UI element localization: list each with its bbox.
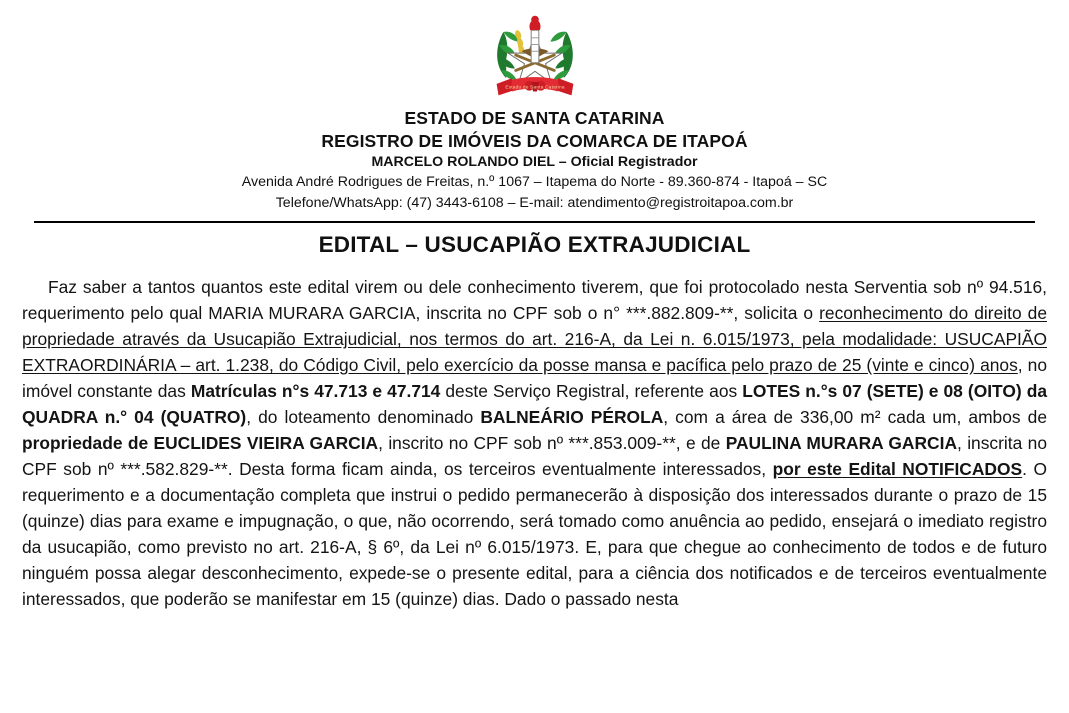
santa-catarina-coat-of-arms-icon bbox=[487, 9, 583, 105]
body-seg-property-intro: , no imóvel constante das bbox=[22, 355, 1047, 402]
page-title: EDITAL – USUCAPIÃO EXTRAJUDICIAL bbox=[318, 232, 751, 258]
edital-body bbox=[22, 274, 1047, 612]
body-seg-closing: . O requerimento e a documentação completa que instrui o pedido permanecerão à disposição dos interessados durante o prazo de 15 (quinze) dias para exame e impugnação, o que, não ocorrendo, será tomado como anuência ao pedido, ensejará o imediato registro da usucapião, como previsto no art. 216-A, § 6º, da Lei nº 6.015/1973. E, para que chegue ao conhecimento de todos e de futuro ninguém possa alegar desconhecimento, expede-se o presente edital, para a ciência dos notificados e de terceiros eventualmente interessados, que poderão se manifestar em 15 (quinze) dias. Dado o passado nesta bbox=[22, 459, 1047, 610]
body-seg-matriculas: Matrículas n°s 47.713 e 47.714 bbox=[190, 381, 441, 402]
body-seg-lotes: LOTES n.°s 07 (SETE) e 08 (OITO) da QUADRA n.° 04 (QUATRO) bbox=[22, 381, 1048, 428]
letterhead-address: Avenida André Rodrigues de Freitas, n.º 1067 – Itapema do Norte - 89.360-874 - Itapoá – SC bbox=[241, 174, 828, 191]
body-seg-legal-basis: reconhecimento do direito de propriedade através da Usucapião Extrajudicial, nos termos do art. 216-A, da Lei n. 6.015/1973, pela modalidade: USUCAPIÃO EXTRAORDINÁRIA – art. 1.238, do Código Civil, pelo exercício da posse mansa e pacífica pelo prazo de 25 (vinte e cinco) anos bbox=[22, 303, 1047, 376]
letterhead bbox=[22, 107, 1047, 212]
body-seg-owner-1: propriedade de EUCLIDES VIEIRA GARCIA bbox=[22, 433, 379, 454]
letterhead-registry: REGISTRO DE IMÓVEIS DA COMARCA DE ITAPOÁ bbox=[321, 130, 748, 151]
body-seg-cpf-2: , inscrita no CPF sob nº ***.582.829-**. Desta forma ficam ainda, os terceiros eventualmente interessados, bbox=[22, 433, 1047, 480]
body-seg-owner-2: PAULINA MURARA GARCIA bbox=[725, 433, 957, 454]
letterhead-officer: MARCELO ROLANDO DIEL – Oficial Registrador bbox=[371, 154, 698, 171]
body-seg-registry: deste Serviço Registral, referente aos bbox=[440, 381, 743, 402]
body-seg-loteamento-intro: , do loteamento denominado bbox=[246, 407, 481, 428]
svg-text:Estado de Santa Catarina: Estado de Santa Catarina bbox=[504, 85, 565, 91]
body-seg-cpf-1: , inscrito no CPF sob nº ***.853.009-**, e de bbox=[378, 433, 726, 454]
body-seg-area: , com a área de 336,00 m² cada um, ambos de bbox=[663, 407, 1047, 428]
letterhead-contact: Telefone/WhatsApp: (47) 3443-6108 – E-mail: atendimento@registroitapoa.com.br bbox=[275, 194, 794, 211]
letterhead-state: ESTADO DE SANTA CATARINA bbox=[404, 108, 665, 128]
body-seg-intro: Faz saber a tantos quantos este edital virem ou dele conhecimento tiverem, que foi protocolado nesta Serventia sob nº 94.516, requerimento pelo qual MARIA MURARA GARCIA, inscrita no CPF sob o n° ***.882.809-**, solicita o bbox=[22, 277, 1047, 324]
crest-container bbox=[22, 0, 1047, 105]
header-divider bbox=[34, 221, 1035, 223]
body-seg-notification: por este Edital NOTIFICADOS bbox=[772, 459, 1023, 480]
body-seg-loteamento-name: BALNEÁRIO PÉROLA bbox=[480, 407, 664, 428]
